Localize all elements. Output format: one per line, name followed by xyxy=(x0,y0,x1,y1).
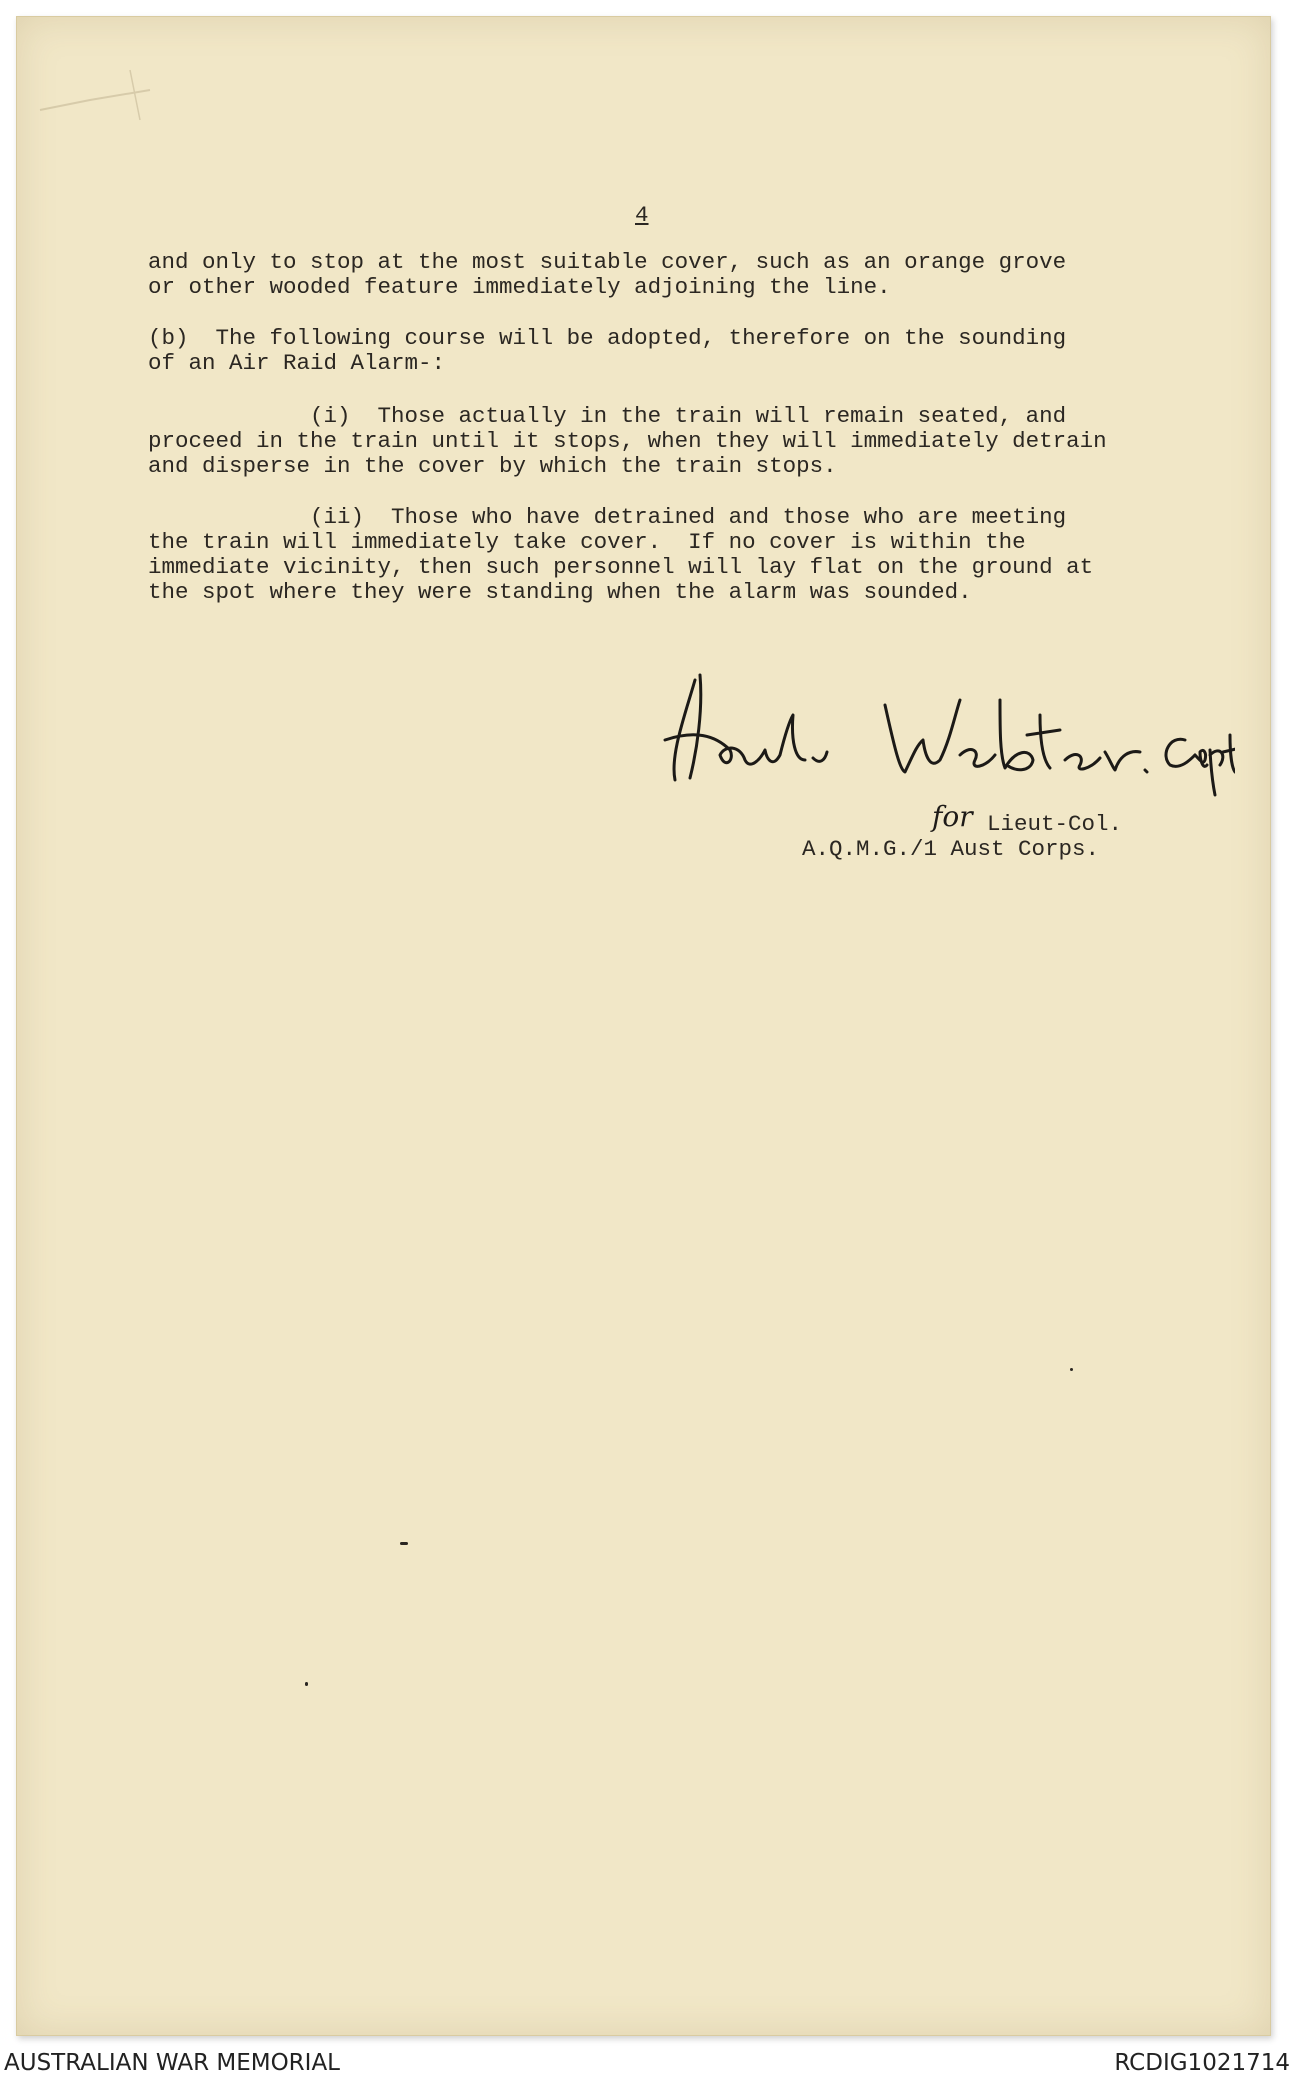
item-ii-line-3: immediate vicinity, then such personnel will lay flat on the ground at xyxy=(148,554,1094,580)
ink-speck xyxy=(1070,1368,1073,1371)
footer-record-id: RCDIG1021714 xyxy=(1114,2050,1290,2076)
item-i-line-2: proceed in the train until it stops, when they will immediately detrain xyxy=(148,428,1107,454)
archive-footer xyxy=(0,2048,1298,2082)
paragraph-1-line-1: and only to stop at the most suitable cover, such as an orange grove xyxy=(148,249,1067,275)
paragraph-1-line-2: or other wooded feature immediately adjoining the line. xyxy=(148,274,891,300)
handwritten-signature xyxy=(655,660,1235,800)
signature-rank: Lieut-Col. xyxy=(987,811,1123,837)
item-i-line-1: (i) Those actually in the train will remain seated, and xyxy=(148,403,1067,429)
ink-speck xyxy=(400,1542,408,1545)
item-ii-line-2: the train will immediately take cover. If no cover is within the xyxy=(148,529,1026,555)
paragraph-b-line-2: of an Air Raid Alarm-: xyxy=(148,350,446,376)
item-i-line-3: and disperse in the cover by which the train stops. xyxy=(148,453,837,479)
paper-sheet xyxy=(16,16,1271,2036)
paragraph-b-line-1: (b) The following course will be adopted, therefore on the sounding xyxy=(148,325,1067,351)
item-ii-line-4: the spot where they were standing when the alarm was sounded. xyxy=(148,579,972,605)
signature-title: A.Q.M.G./1 Aust Corps. xyxy=(802,836,1100,862)
footer-institution: AUSTRALIAN WAR MEMORIAL xyxy=(4,2050,340,2076)
paper-crease-mark xyxy=(30,60,170,150)
item-ii-line-1: (ii) Those who have detrained and those who are meeting xyxy=(148,504,1067,530)
signature-for: for xyxy=(932,800,973,833)
page-number: 4 xyxy=(635,202,649,228)
ink-speck xyxy=(305,1682,308,1686)
